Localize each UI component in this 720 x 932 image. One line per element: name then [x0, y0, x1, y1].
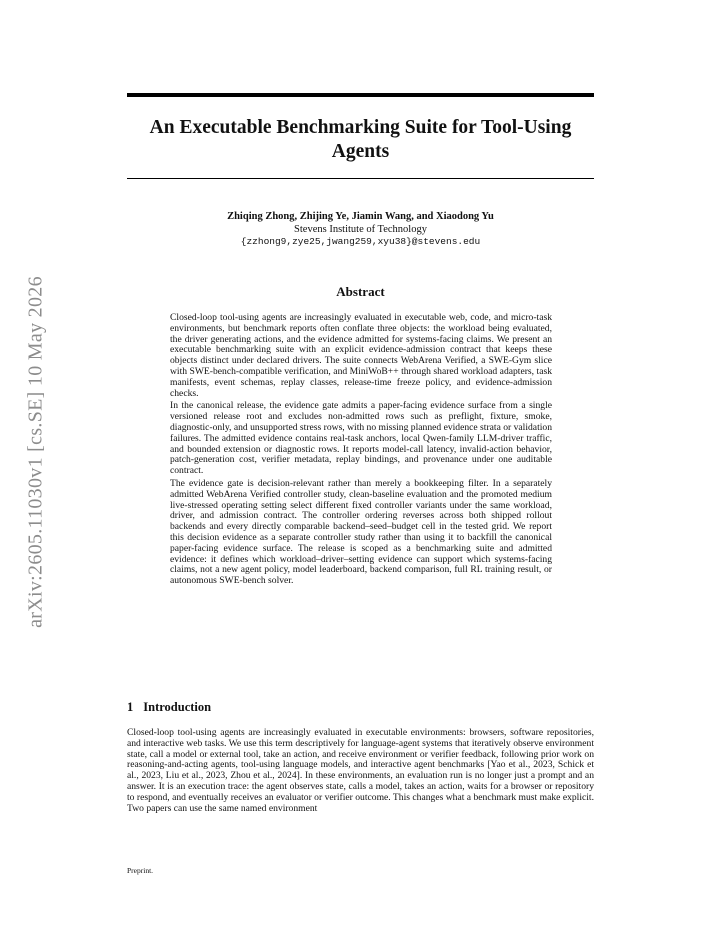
author-block — [127, 211, 594, 249]
abstract-paragraph: In the canonical release, the evidence gate admits a paper-facing evidence surface from a single versioned release root and excludes non-admitted rows such as preflight, fixture, smoke, diagnostic-only, and unsupported stress rows, with no missing planned evidence strata or validation failures. The admitted evidence contains real-task anchors, local Qwen-family LLM-driver traffic, and bounded extension or diagnostic rows. It reports model-call latency, invalid-action behavior, patch-generation cost, verifier metadata, replay bindings, and provenance under one auditable contract. — [170, 400, 552, 477]
abstract-body — [170, 313, 552, 589]
title-top-rule — [127, 93, 594, 97]
section-title: Introduction — [143, 700, 212, 714]
section-heading — [127, 700, 211, 715]
abstract-heading: Abstract — [336, 284, 385, 299]
title-bottom-rule — [127, 178, 594, 179]
affiliation: Stevens Institute of Technology — [294, 223, 427, 235]
abstract-paragraph: Closed-loop tool-using agents are increasingly evaluated in executable web, code, and micro-task environments, but benchmark reports often conflate three objects: the workload being evaluated, the driver generating actions, and the evidence admitted for systems-facing claims. We present an executable benchmarking suite with an explicit evidence-admission contract that keeps these objects distinct under declared drivers. The suite connects WebArena Verified, a SWE-Gym slice with SWE-bench-compatible verification, and MiniWoB++ through shared workload adapters, task manifests, event schemas, replay classes, release-time freeze policy, and evidence-admission checks. — [170, 312, 552, 399]
author-names: Zhiqing Zhong, Zhijing Ye, Jiamin Wang, and Xiaodong Yu — [227, 211, 494, 222]
section-number: 1 — [127, 700, 134, 714]
introduction-paragraph: Closed-loop tool-using agents are increasingly evaluated in executable environments: browsers, software repositories, and interactive web tasks. We use this term descriptively for language-agent systems that iteratively observe environment state, call a model or external tool, take an action, and receive environment or verifier feedback, following prior work on reasoning-and-acting agents, tool-using language models, and interactive agent benchmarks [Yao et al., 2023, Schick et al., 2023, Liu et al., 2023, Zhou et al., 2024]. In these environments, an evaluation run is no longer just a prompt and an answer. It is an execution trace: the agent observes state, calls a model, takes an action, waits for a browser or repository to respond, and eventually receives an evaluator or verifier outcome. This changes what a benchmark must make explicit. Two papers can use the same named environment — [127, 727, 594, 814]
arxiv-identifier-stamp: arXiv:2605.11030v1 [cs.SE] 10 May 2026 — [24, 276, 47, 628]
footer-note: Preprint. — [127, 866, 154, 875]
abstract-paragraph: The evidence gate is decision-relevant rather than merely a bookkeeping filter. In a separately admitted WebArena Verified controller study, clean-baseline evaluation and the promoted medium live-stressed operating setting select different fixed controller variants under the same workload, driver, and admission contract. The controller ordering reverses across both shipped rollout backends and every directly comparable backend–seed–budget cell in the tested grid. We report this decision evidence as a separate controller study rather than using it to backfill the canonical paper-facing evidence surface. The release is scoped as a benchmarking suite and admitted evidence: it defines which workload–driver–setting evidence can support which systems-facing claims, not a new agent policy, model leaderboard, backend comparison, full RL training result, or autonomous SWE-bench solver. — [170, 477, 552, 587]
paper-title: An Executable Benchmarking Suite for Tool-Using Agents — [149, 117, 572, 162]
author-emails: {zzhong9,zye25,jwang259,xyu38}@stevens.edu — [240, 236, 481, 247]
